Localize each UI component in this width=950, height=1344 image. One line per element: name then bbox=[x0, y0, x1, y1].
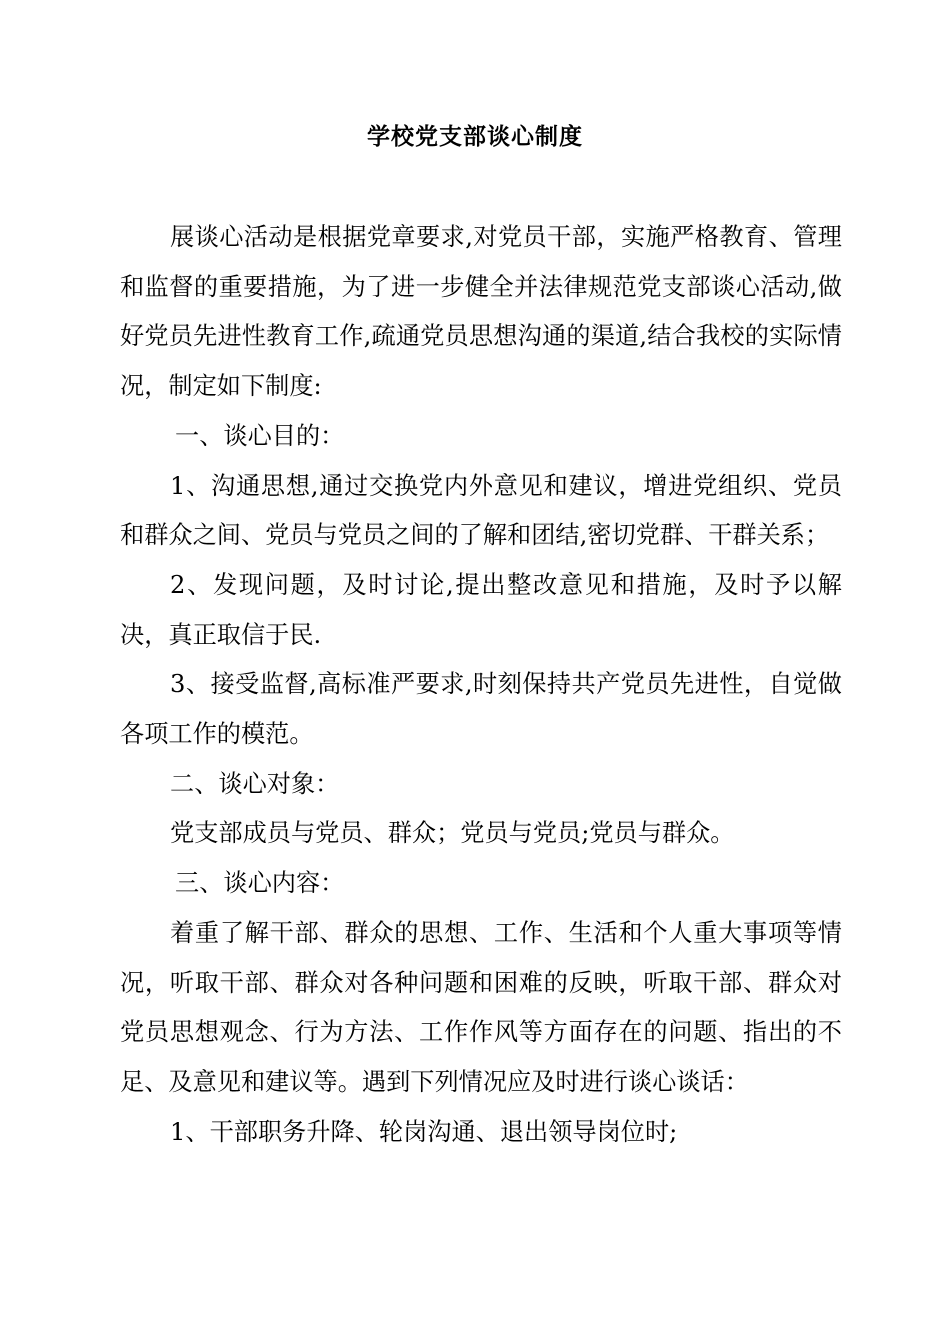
situation-item-1: 1、干部职务升降、轮岗沟通、退出领导岗位时; bbox=[170, 1117, 678, 1146]
intro-paragraph: 展谈心活动是根据党章要求,对党员干部，实施严格教育、管理和监督的重要措施，为了进一步健全并法律规范党支部谈心活动,做好党员先进性教育工作,疏通党员思想沟通的渠道,结合我校的实际情况，制定如下制度: bbox=[120, 223, 842, 401]
document-title: 学校党支部谈心制度 bbox=[367, 123, 583, 150]
section-heading-content: 三、谈心内容： bbox=[175, 869, 345, 898]
section-heading-targets: 二、谈心对象： bbox=[170, 769, 340, 798]
purpose-item-3: 3、接受监督,高标准严要求,时刻保持共产党员先进性，自觉做各项工作的模范。 bbox=[120, 670, 842, 749]
purpose-item-2: 2、发现问题，及时讨论,提出整改意见和措施，及时予以解决，真正取信于民. bbox=[120, 570, 842, 649]
content-paragraph: 着重了解干部、群众的思想、工作、生活和个人重大事项等情况，听取干部、群众对各种问题和困难的反映，听取干部、群众对党员思想观念、行为方法、工作作风等方面存在的问题、指出的不足、及意见和建议等。遇到下列情况应及时进行谈心谈话： bbox=[120, 918, 842, 1096]
document-body bbox=[120, 213, 842, 1157]
section-heading-purpose: 一、谈心目的： bbox=[175, 421, 345, 450]
purpose-item-1: 1、沟通思想,通过交换党内外意见和建议，增进党组织、党员和群众之间、党员与党员之间的了解和团结,密切党群、干群关系； bbox=[120, 471, 842, 550]
targets-paragraph: 党支部成员与党员、群众；党员与党员;党员与群众。 bbox=[170, 819, 735, 848]
